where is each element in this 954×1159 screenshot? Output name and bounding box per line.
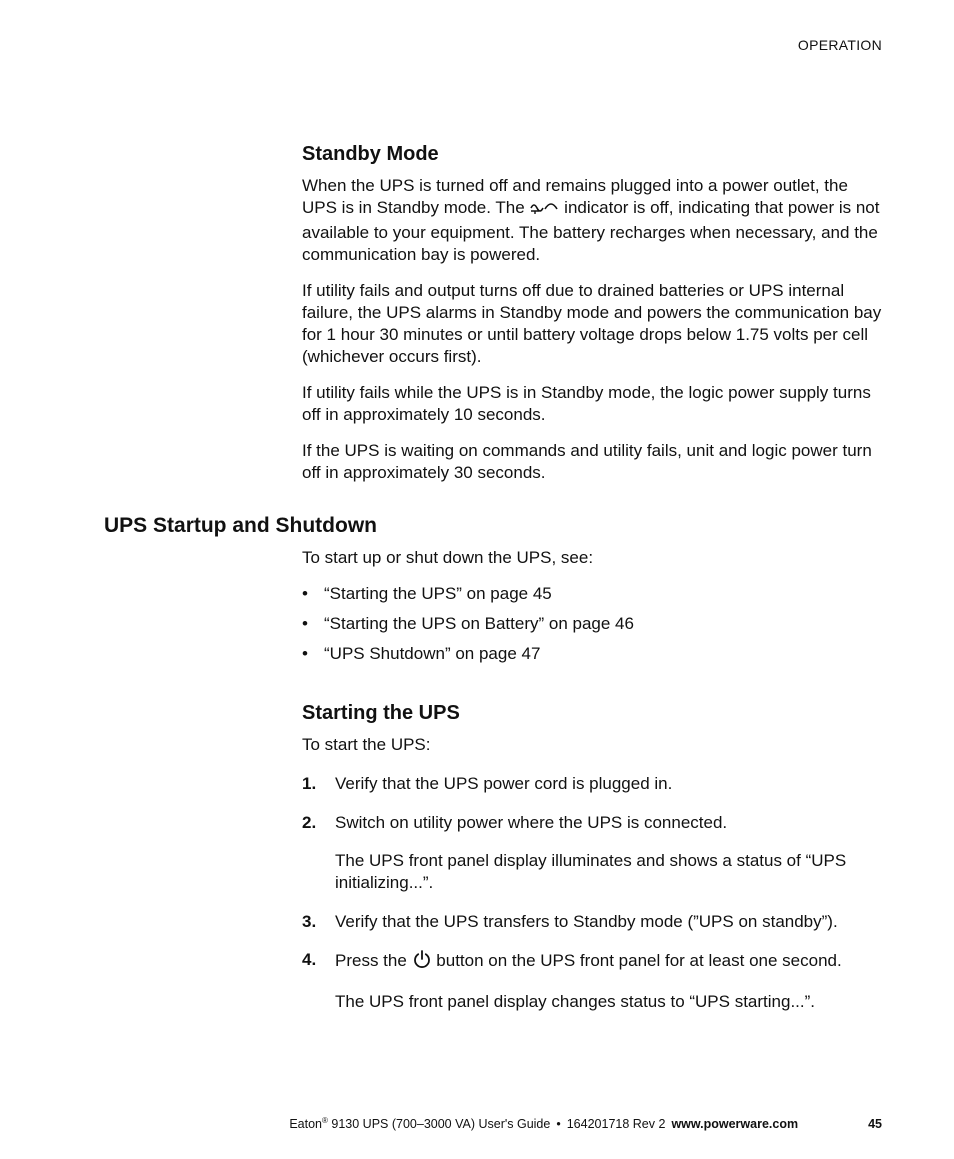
step-1: 1. Verify that the UPS power cord is plugged in. (302, 774, 673, 793)
footer-guide-title: 9130 UPS (700–3000 VA) User's Guide (331, 1117, 551, 1132)
starting-section (302, 700, 886, 1013)
page-footer: Eaton® 9130 UPS (700–3000 VA) User's Guide • 164201718 Rev 2 www.powerware.com 45 (289, 1116, 882, 1132)
footer-url[interactable]: www.powerware.com (671, 1117, 799, 1132)
step-2: 2. Switch on utility power where the UPS is connected. The UPS front panel display illuminates and shows a status of “UPS initializing...”. (302, 812, 886, 894)
starting-heading: Starting the UPS (302, 702, 460, 724)
power-button-icon (412, 949, 432, 975)
list-item: • “Starting the UPS on Battery” on page 46 (302, 614, 634, 633)
step-3: 3. Verify that the UPS transfers to Standby mode (”UPS on standby”). (302, 912, 838, 931)
step-4: 4. Press the button on the UPS front panel for at least one second. The UPS front panel display changes status to “UPS starting...”. (302, 949, 886, 1013)
starting-intro: To start the UPS: (302, 735, 431, 754)
standby-paragraph-4: If the UPS is waiting on commands and utility fails, unit and logic power turn off in approximately 30 seconds. (302, 441, 872, 482)
running-header: OPERATION (797, 37, 882, 53)
footer-separator: • (556, 1117, 561, 1132)
startup-intro: To start up or shut down the UPS, see: (302, 548, 594, 567)
list-item: • “Starting the UPS” on page 45 (302, 584, 552, 603)
standby-paragraph-3: If utility fails while the UPS is in Standby mode, the logic power supply turns off in approximately 10 seconds. (302, 383, 871, 424)
startup-section (302, 547, 886, 673)
list-item: • “UPS Shutdown” on page 47 (302, 644, 541, 663)
step-2-note: The UPS front panel display illuminates and shows a status of “UPS initializing...”. (335, 851, 847, 892)
standby-paragraph-1: When the UPS is turned off and remains plugged into a power outlet, the UPS is in Standby mode. The indicator is off, indicating that power is not available to your equipment. The battery recharges when necessary, and the communication bay is powered. (302, 176, 880, 264)
standby-heading: Standby Mode (302, 143, 439, 165)
page-number: 45 (868, 1117, 882, 1132)
footer-doc-number: 164201718 Rev 2 (566, 1117, 666, 1132)
step-4-note: The UPS front panel display changes status to “UPS starting...”. (335, 992, 816, 1011)
startup-bullet-list (302, 583, 886, 665)
footer-brand: Eaton (289, 1117, 322, 1132)
standby-paragraph-2: If utility fails and output turns off due to drained batteries or UPS internal failure, the UPS alarms in Standby mode and powers the communication bay for 1 hour 30 minutes or until battery voltage drops below 1.75 volts per cell (whichever occurs first). (302, 281, 882, 366)
utility-power-indicator-icon (529, 200, 559, 222)
steps-list (302, 773, 886, 1013)
standby-section (302, 141, 886, 484)
startup-shutdown-heading: UPS Startup and Shutdown (104, 514, 377, 537)
